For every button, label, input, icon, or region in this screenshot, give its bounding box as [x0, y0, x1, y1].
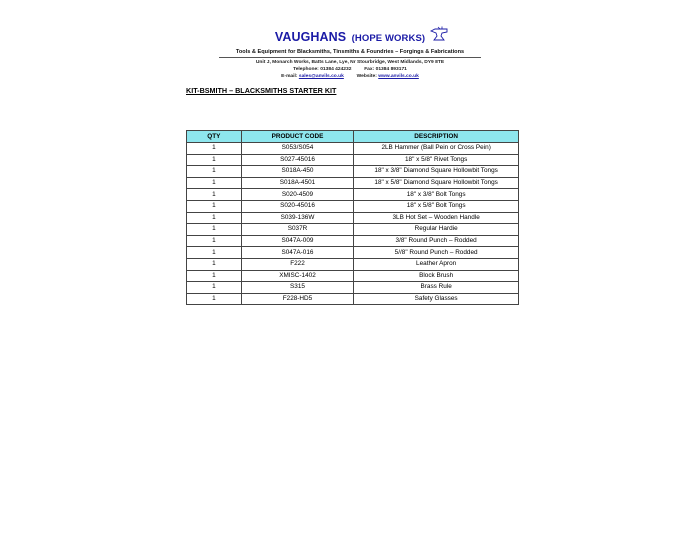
description-cell: 2LB Hammer (Ball Pein or Cross Pein): [354, 143, 519, 155]
qty-cell: 1: [187, 212, 242, 224]
website-link[interactable]: www.anvils.co.uk: [378, 74, 419, 79]
table-row: [187, 258, 519, 270]
anvil-icon: [429, 26, 449, 44]
description-header: DESCRIPTION: [354, 131, 519, 143]
table-row: [187, 270, 519, 282]
description-cell: Leather Apron: [354, 258, 519, 270]
kit-title: KIT-BSMITH – BLACKSMITHS STARTER KIT: [186, 86, 337, 95]
description-cell: 18" x 5/8" Rivet Tongs: [354, 154, 519, 166]
fax-number: 01384 893171: [375, 67, 407, 72]
product-code-cell: S053/S054: [241, 143, 354, 155]
letterhead: [0, 28, 700, 79]
qty-cell: 1: [187, 224, 242, 236]
email-web-line: [0, 74, 700, 79]
table-row: [187, 177, 519, 189]
description-cell: 3/8" Round Punch – Rodded: [354, 235, 519, 247]
table-row: [187, 247, 519, 259]
product-code-cell: S020-4509: [241, 189, 354, 201]
product-code-cell: F228-HD5: [241, 293, 354, 305]
product-code-cell: S027-45016: [241, 154, 354, 166]
table-row: [187, 200, 519, 212]
qty-header: QTY: [187, 131, 242, 143]
description-cell: 18" x 5/8" Bolt Tongs: [354, 200, 519, 212]
qty-cell: 1: [187, 166, 242, 178]
qty-cell: 1: [187, 282, 242, 294]
product-code-cell: S037R: [241, 224, 354, 236]
company-tagline: Tools & Equipment for Blacksmiths, Tinsmiths & Foundries – Forgings & Fabrications: [235, 49, 465, 55]
description-cell: 18" x 5/8" Diamond Square Hollowbit Tongs: [354, 177, 519, 189]
table-header-row: [187, 131, 519, 143]
qty-cell: 1: [187, 143, 242, 155]
qty-cell: 1: [187, 235, 242, 247]
table-row: [187, 282, 519, 294]
description-cell: 18" x 3/8" Bolt Tongs: [354, 189, 519, 201]
telephone-number: 01384 424232: [320, 67, 352, 72]
company-name-sub: (HOPE WORKS): [351, 33, 426, 44]
product-code-cell: XMISC-1402: [241, 270, 354, 282]
table-row: [187, 143, 519, 155]
table-row: [187, 189, 519, 201]
company-name-main: VAUGHANS: [274, 30, 347, 44]
table-row: [187, 235, 519, 247]
description-cell: 18" x 3/8" Diamond Square Hollowbit Tongs: [354, 166, 519, 178]
qty-cell: 1: [187, 200, 242, 212]
product-code-cell: S315: [241, 282, 354, 294]
description-cell: 5//8" Round Punch – Rodded: [354, 247, 519, 259]
qty-cell: 1: [187, 270, 242, 282]
company-name: [275, 30, 425, 44]
qty-cell: 1: [187, 293, 242, 305]
table-row: [187, 166, 519, 178]
email-label: E-mail:: [281, 74, 298, 79]
qty-cell: 1: [187, 258, 242, 270]
product-code-cell: S047A-016: [241, 247, 354, 259]
product-code-cell: S039-136W: [241, 212, 354, 224]
description-cell: 3LB Hot Set – Wooden Handle: [354, 212, 519, 224]
product-code-cell: F222: [241, 258, 354, 270]
description-cell: Brass Rule: [354, 282, 519, 294]
description-cell: Safety Glasses: [354, 293, 519, 305]
email-link[interactable]: sales@anvils.co.uk: [298, 74, 344, 79]
table-row: [187, 212, 519, 224]
description-cell: Regular Hardie: [354, 224, 519, 236]
product-code-cell: S018A-4501: [241, 177, 354, 189]
telephone-label: Telephone:: [293, 67, 319, 72]
phone-fax-line: [0, 67, 700, 72]
header-rule: [219, 57, 481, 58]
table-row: [187, 154, 519, 166]
qty-cell: 1: [187, 247, 242, 259]
qty-cell: 1: [187, 177, 242, 189]
table-row: [187, 293, 519, 305]
kit-contents-table: [186, 130, 519, 305]
product-code-header: PRODUCT CODE: [241, 131, 354, 143]
fax-label: Fax:: [364, 67, 375, 72]
qty-cell: 1: [187, 189, 242, 201]
description-cell: Block Brush: [354, 270, 519, 282]
product-code-cell: S020-45016: [241, 200, 354, 212]
table-row: [187, 224, 519, 236]
product-code-cell: S018A-450: [241, 166, 354, 178]
qty-cell: 1: [187, 154, 242, 166]
company-address: Unit J, Monarch Works, Batts Lane, Lye, Nr Stourbridge, West Midlands, DY9 8TE: [255, 60, 445, 65]
product-code-cell: S047A-009: [241, 235, 354, 247]
website-label: Website:: [356, 74, 377, 79]
